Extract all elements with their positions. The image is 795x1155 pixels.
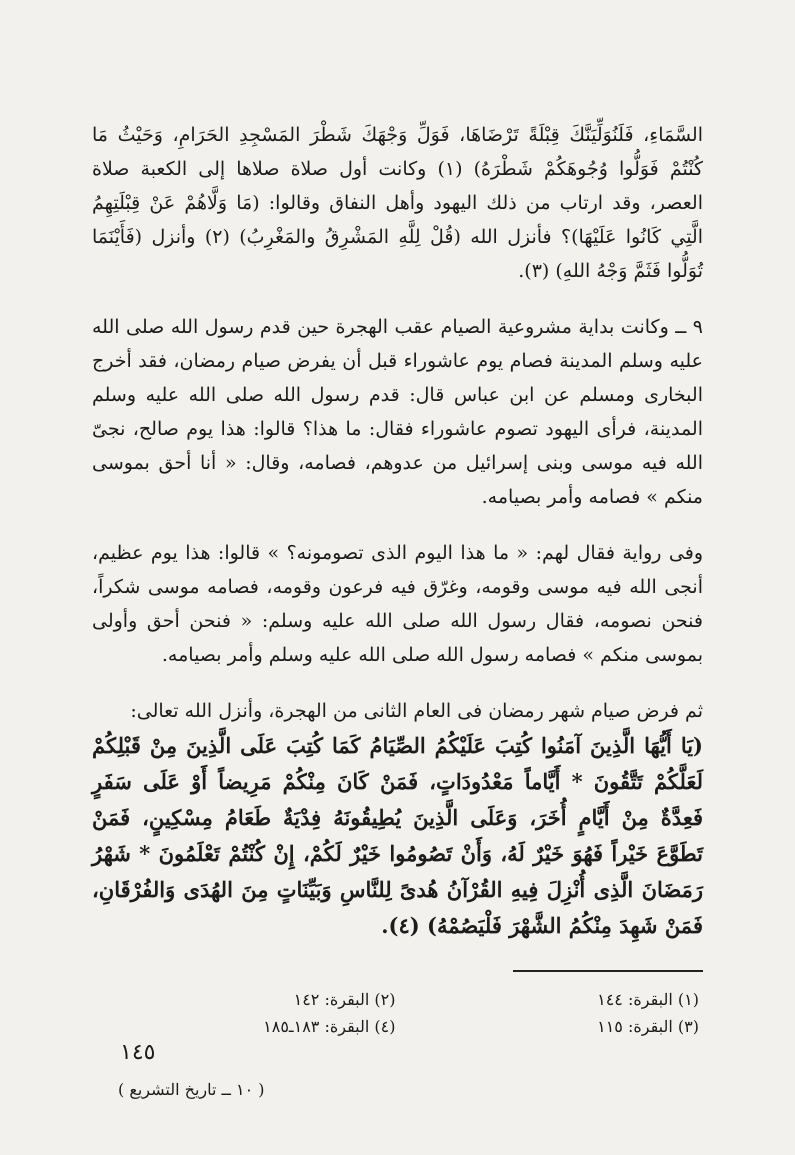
paragraph-qibla: السَّمَاءِ، فَلَنُوَلِّيَنَّكَ قِبْلَةً تَرْضَاهَا، فَوَلِّ وَجْهَكَ شَطْرَ المَسْجِدِ الحَرَامِ، وَحَيْثُ مَا كُنْتُمْ فَوَلُّوا وُجُوهَكُمْ شَطْرَهُ) (١) وكانت أول صلاة صلاها إلى الكعبة صلاة العصر، وقد ارتاب من ذلك اليهود وأهل النفاق وقالوا: (مَا وَلَّاهُمْ عَنْ قِبْلَتِهِمُ الَّتِي كَانُوا عَلَيْهَا)؟ فأنزل الله (قُلْ لِلَّهِ المَشْرِقُ والمَغْرِبُ) (٢) وأنزل (فَأَيْنَمَا تُوَلُّوا فَثَمَّ وَجْهُ اللهِ) (٣). (92, 124, 703, 282)
footnote-2: (٢) البقرة: ١٤٢ (293, 990, 396, 1009)
footnote-1: (١) البقرة: ١٤٤ (597, 990, 699, 1009)
page-number: ١٤٥ (120, 1040, 156, 1065)
paragraph-narration: وفى رواية فقال لهم: « ما هذا اليوم الذى تصومونه؟ » قالوا: هذا يوم عظيم، أنجى الله فيه موسى وقومه، وغرّق فيه فرعون وقومه، فصامه موسى شكراً، فنحن نصومه، فقال رسول الله صلى الله عليه وسلم: « فنحن أحق وأولى بموسى منكم » فصامه رسول الله صلى الله عليه وسلم وأمر بصيامه. (92, 542, 703, 666)
footnote-divider (513, 970, 703, 972)
paragraph-ramadan-intro: ثم فرض صيام شهر رمضان فى العام الثانى من الهجرة، وأنزل الله تعالى: (130, 700, 703, 722)
quran-verse-block: (يَا أَيُّهَا الَّذِينَ آمَنُوا كُتِبَ عَلَيْكُمُ الصِّيَامُ كَمَا كُتِبَ عَلَى الَّذِينَ مِنْ قَبْلِكُمْ لَعَلَّكُمْ تَتَّقُونَ * أَيَّاماً مَعْدُودَاتٍ، فَمَنْ كَانَ مِنْكُمْ مَرِيضاً أَوْ عَلَى سَفَرٍ فَعِدَّةٌ مِنْ أَيَّامٍ أُخَرَ، وَعَلَى الَّذِينَ يُطِيقُونَهُ فِدْيَةٌ طَعَامُ مِسْكِينٍ، فَمَنْ تَطَوَّعَ خَيْراً فَهُوَ خَيْرٌ لَهُ، وَأَنْ تَصُومُوا خَيْرٌ لَكُمْ، إِنْ كُنْتُمْ تَعْلَمُونَ * شَهْرُ رَمَضَانَ الَّذِى أُنْزِلَ فِيهِ القُرْآنُ هُدىً لِلنَّاسِ وَبَيِّنَاتٍ مِنَ الهُدَى وَالفُرْقَانِ، فَمَنْ شَهِدَ مِنْكُمُ الشَّهْرَ فَلْيَصُمْهُ) (٤). (92, 733, 703, 938)
signature-mark: ( ١٠ ــ تاريخ التشريع ) (118, 1080, 265, 1099)
footnotes (92, 990, 703, 1036)
paragraph-ashura: ٩ ــ وكانت بداية مشروعية الصيام عقب الهجرة حين قدم رسول الله صلى الله عليه وسلم المدينة فصام يوم عاشوراء قبل أن يفرض صيام رمضان، فقد أخرج البخارى ومسلم عن ابن عباس قال: قدم رسول الله صلى الله عليه وسلم المدينة، فرأى اليهود تصوم عاشوراء فقال: ما هذا؟ قالوا: هذا يوم صالح، نجىّ الله فيه موسى وبنى إسرائيل من عدوهم، فصامه، وقال: « أنا أحق بموسى منكم » فصامه وأمر بصيامه. (92, 316, 703, 508)
footnote-4: (٤) البقرة: ١٨٣ـ١٨٥ (263, 1017, 396, 1036)
body-text (92, 118, 703, 944)
footnote-3: (٣) البقرة: ١١٥ (597, 1017, 699, 1036)
